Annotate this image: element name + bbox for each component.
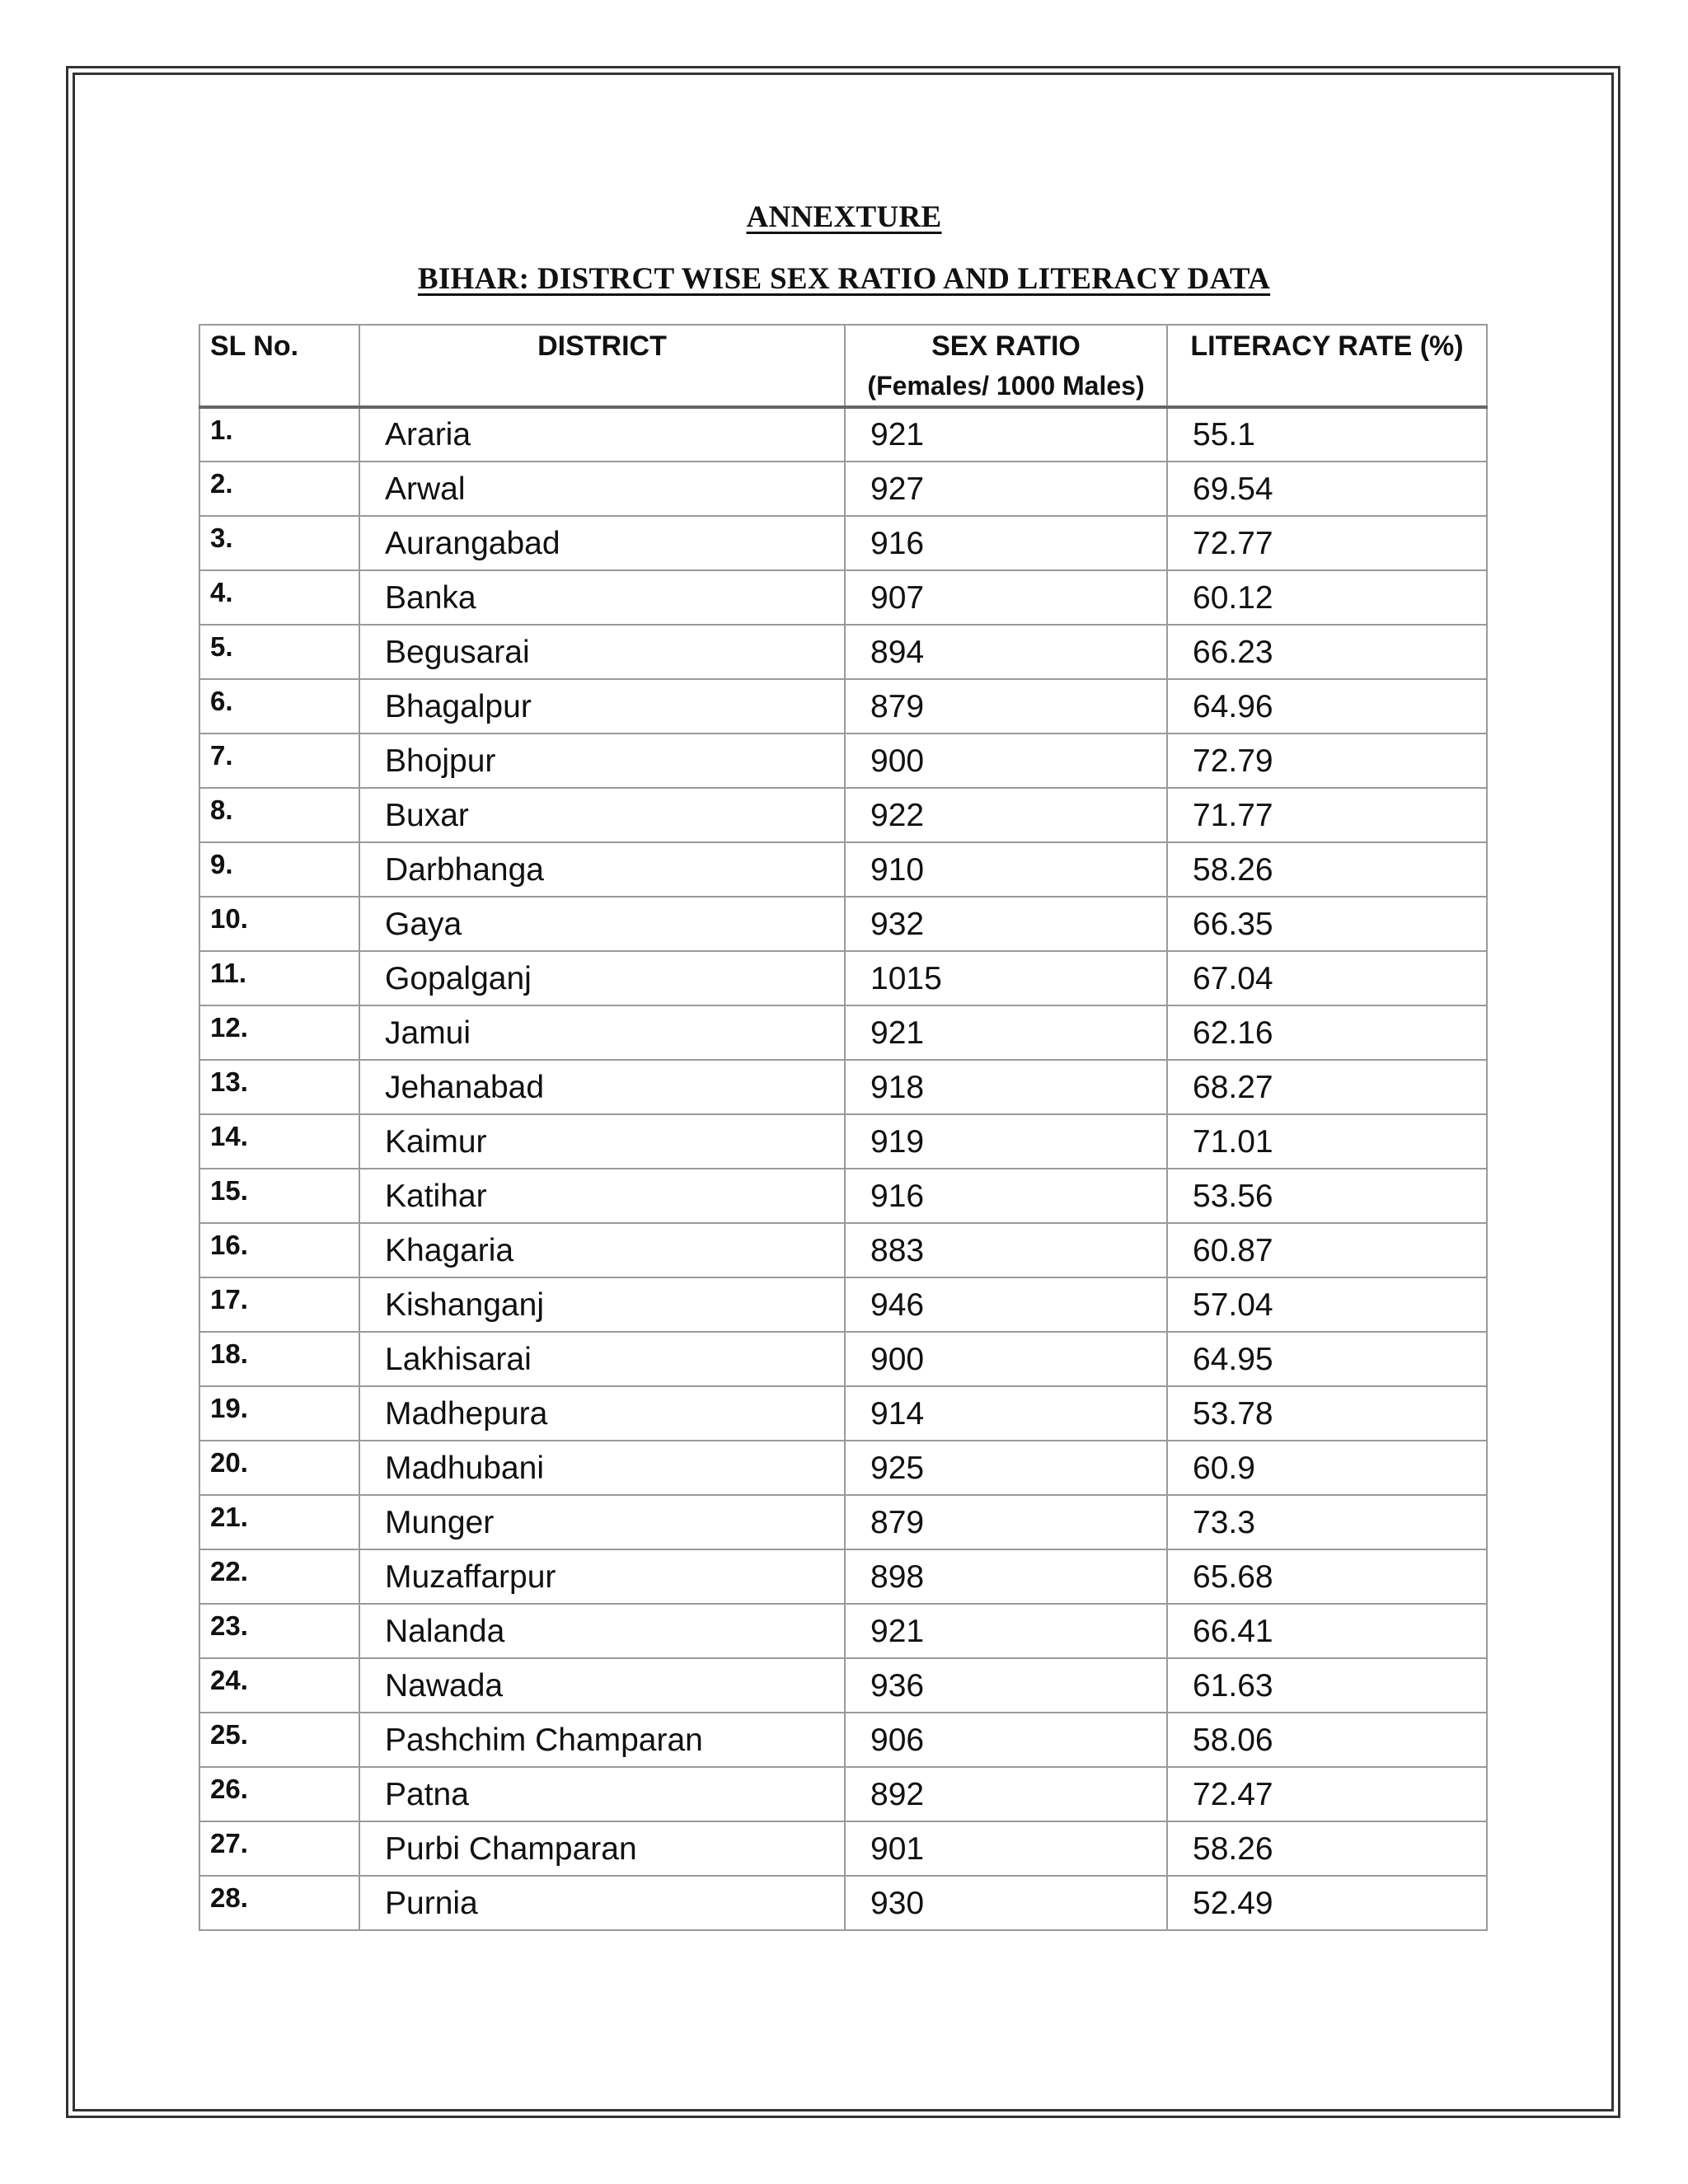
row-district: Gopalganj bbox=[359, 951, 845, 1005]
row-literacy-rate: 66.35 bbox=[1167, 897, 1487, 951]
row-literacy-rate: 61.63 bbox=[1167, 1658, 1487, 1713]
row-literacy-rate: 72.77 bbox=[1167, 516, 1487, 570]
row-sex-ratio: 927 bbox=[845, 462, 1167, 516]
table-row bbox=[199, 733, 1487, 788]
row-sl-no: 4. bbox=[199, 570, 359, 625]
row-district: Gaya bbox=[359, 897, 845, 951]
row-district: Bhagalpur bbox=[359, 679, 845, 733]
row-sex-ratio: 879 bbox=[845, 679, 1167, 733]
row-sl-no: 27. bbox=[199, 1821, 359, 1876]
table-row bbox=[199, 1549, 1487, 1604]
table-row bbox=[199, 1821, 1487, 1876]
row-sex-ratio: 900 bbox=[845, 1332, 1167, 1386]
table-title: BIHAR: DISTRCT WISE SEX RATIO AND LITERACY DATA bbox=[417, 262, 1271, 296]
row-district: Jamui bbox=[359, 1005, 845, 1060]
row-literacy-rate: 65.68 bbox=[1167, 1549, 1487, 1604]
row-district: Purnia bbox=[359, 1876, 845, 1930]
row-district: Banka bbox=[359, 570, 845, 625]
row-district: Purbi Champaran bbox=[359, 1821, 845, 1876]
row-district: Katihar bbox=[359, 1169, 845, 1223]
row-literacy-rate: 62.16 bbox=[1167, 1005, 1487, 1060]
row-literacy-rate: 58.26 bbox=[1167, 1821, 1487, 1876]
row-sex-ratio: 892 bbox=[845, 1767, 1167, 1821]
row-district: Kishanganj bbox=[359, 1277, 845, 1332]
table-row bbox=[199, 1386, 1487, 1441]
table-row bbox=[199, 842, 1487, 897]
row-literacy-rate: 53.56 bbox=[1167, 1169, 1487, 1223]
table-row bbox=[199, 897, 1487, 951]
row-sl-no: 25. bbox=[199, 1713, 359, 1767]
annexture-heading: ANNEXTURE bbox=[746, 200, 942, 234]
row-sl-no: 19. bbox=[199, 1386, 359, 1441]
row-sex-ratio: 906 bbox=[845, 1713, 1167, 1767]
row-sex-ratio: 879 bbox=[845, 1495, 1167, 1549]
row-sl-no: 28. bbox=[199, 1876, 359, 1930]
row-sex-ratio: 914 bbox=[845, 1386, 1167, 1441]
row-district: Arwal bbox=[359, 462, 845, 516]
row-sl-no: 12. bbox=[199, 1005, 359, 1060]
row-literacy-rate: 60.87 bbox=[1167, 1223, 1487, 1277]
row-district: Bhojpur bbox=[359, 733, 845, 788]
row-sex-ratio: 936 bbox=[845, 1658, 1167, 1713]
row-sl-no: 20. bbox=[199, 1441, 359, 1495]
row-sl-no: 8. bbox=[199, 788, 359, 842]
row-sex-ratio: 932 bbox=[845, 897, 1167, 951]
row-sl-no: 13. bbox=[199, 1060, 359, 1114]
row-district: Buxar bbox=[359, 788, 845, 842]
row-literacy-rate: 52.49 bbox=[1167, 1876, 1487, 1930]
row-district: Kaimur bbox=[359, 1114, 845, 1169]
table-row bbox=[199, 570, 1487, 625]
table-row bbox=[199, 516, 1487, 570]
row-district: Pashchim Champaran bbox=[359, 1713, 845, 1767]
row-literacy-rate: 72.47 bbox=[1167, 1767, 1487, 1821]
header-row bbox=[199, 325, 1487, 407]
row-district: Madhepura bbox=[359, 1386, 845, 1441]
row-sl-no: 15. bbox=[199, 1169, 359, 1223]
district-data-table bbox=[199, 324, 1488, 1931]
row-sex-ratio: 921 bbox=[845, 1005, 1167, 1060]
header-district bbox=[359, 325, 845, 407]
table-row bbox=[199, 1876, 1487, 1930]
table-header bbox=[199, 325, 1487, 407]
row-sex-ratio: 930 bbox=[845, 1876, 1167, 1930]
row-literacy-rate: 72.79 bbox=[1167, 733, 1487, 788]
header-sex-ratio-unit: (Females/ 1000 Males) bbox=[867, 371, 1145, 401]
row-sl-no: 9. bbox=[199, 842, 359, 897]
row-sl-no: 5. bbox=[199, 625, 359, 679]
row-literacy-rate: 64.95 bbox=[1167, 1332, 1487, 1386]
row-literacy-rate: 53.78 bbox=[1167, 1386, 1487, 1441]
row-sl-no: 26. bbox=[199, 1767, 359, 1821]
row-sex-ratio: 921 bbox=[845, 407, 1167, 462]
row-district: Madhubani bbox=[359, 1441, 845, 1495]
row-sex-ratio: 919 bbox=[845, 1114, 1167, 1169]
row-sex-ratio: 925 bbox=[845, 1441, 1167, 1495]
row-literacy-rate: 60.9 bbox=[1167, 1441, 1487, 1495]
table-row bbox=[199, 1658, 1487, 1713]
table-row bbox=[199, 462, 1487, 516]
row-sex-ratio: 918 bbox=[845, 1060, 1167, 1114]
row-literacy-rate: 55.1 bbox=[1167, 407, 1487, 462]
table-row bbox=[199, 1114, 1487, 1169]
row-sl-no: 10. bbox=[199, 897, 359, 951]
table-row bbox=[199, 679, 1487, 733]
table-row bbox=[199, 625, 1487, 679]
row-district: Nawada bbox=[359, 1658, 845, 1713]
row-sex-ratio: 901 bbox=[845, 1821, 1167, 1876]
header-sex-ratio bbox=[845, 325, 1167, 407]
row-sl-no: 1. bbox=[199, 407, 359, 462]
row-district: Khagaria bbox=[359, 1223, 845, 1277]
row-sex-ratio: 1015 bbox=[845, 951, 1167, 1005]
row-district: Lakhisarai bbox=[359, 1332, 845, 1386]
row-literacy-rate: 69.54 bbox=[1167, 462, 1487, 516]
table-row bbox=[199, 1277, 1487, 1332]
header-district-label: DISTRICT bbox=[537, 330, 667, 362]
row-sl-no: 17. bbox=[199, 1277, 359, 1332]
row-district: Begusarai bbox=[359, 625, 845, 679]
row-sl-no: 7. bbox=[199, 733, 359, 788]
row-literacy-rate: 60.12 bbox=[1167, 570, 1487, 625]
row-sex-ratio: 921 bbox=[845, 1604, 1167, 1658]
row-sex-ratio: 900 bbox=[845, 733, 1167, 788]
row-sex-ratio: 946 bbox=[845, 1277, 1167, 1332]
table-row bbox=[199, 1495, 1487, 1549]
row-sex-ratio: 916 bbox=[845, 516, 1167, 570]
row-sex-ratio: 898 bbox=[845, 1549, 1167, 1604]
header-sex-ratio-label: SEX RATIO bbox=[931, 330, 1081, 362]
table-row bbox=[199, 1604, 1487, 1658]
row-sl-no: 11. bbox=[199, 951, 359, 1005]
row-sl-no: 18. bbox=[199, 1332, 359, 1386]
row-sl-no: 24. bbox=[199, 1658, 359, 1713]
row-district: Araria bbox=[359, 407, 845, 462]
row-literacy-rate: 67.04 bbox=[1167, 951, 1487, 1005]
table-body bbox=[199, 407, 1487, 1930]
table-row bbox=[199, 1441, 1487, 1495]
row-sl-no: 6. bbox=[199, 679, 359, 733]
row-sl-no: 2. bbox=[199, 462, 359, 516]
row-sex-ratio: 910 bbox=[845, 842, 1167, 897]
row-sex-ratio: 922 bbox=[845, 788, 1167, 842]
row-district: Munger bbox=[359, 1495, 845, 1549]
row-district: Aurangabad bbox=[359, 516, 845, 570]
header-sl-no-label: SL No. bbox=[210, 330, 299, 362]
row-sl-no: 21. bbox=[199, 1495, 359, 1549]
row-literacy-rate: 71.01 bbox=[1167, 1114, 1487, 1169]
row-sl-no: 16. bbox=[199, 1223, 359, 1277]
table-row bbox=[199, 1332, 1487, 1386]
table-row bbox=[199, 1060, 1487, 1114]
row-district: Muzaffarpur bbox=[359, 1549, 845, 1604]
row-sl-no: 14. bbox=[199, 1114, 359, 1169]
row-sl-no: 23. bbox=[199, 1604, 359, 1658]
table-row bbox=[199, 788, 1487, 842]
row-literacy-rate: 73.3 bbox=[1167, 1495, 1487, 1549]
row-literacy-rate: 68.27 bbox=[1167, 1060, 1487, 1114]
row-district: Patna bbox=[359, 1767, 845, 1821]
row-literacy-rate: 64.96 bbox=[1167, 679, 1487, 733]
table-row bbox=[199, 1169, 1487, 1223]
row-literacy-rate: 66.23 bbox=[1167, 625, 1487, 679]
row-sex-ratio: 894 bbox=[845, 625, 1167, 679]
row-sex-ratio: 907 bbox=[845, 570, 1167, 625]
row-district: Nalanda bbox=[359, 1604, 845, 1658]
header-literacy-rate-label: LITERACY RATE (%) bbox=[1190, 330, 1464, 362]
row-literacy-rate: 58.26 bbox=[1167, 842, 1487, 897]
row-district: Jehanabad bbox=[359, 1060, 845, 1114]
header-sl-no bbox=[199, 325, 359, 407]
row-sex-ratio: 883 bbox=[845, 1223, 1167, 1277]
row-literacy-rate: 57.04 bbox=[1167, 1277, 1487, 1332]
row-literacy-rate: 58.06 bbox=[1167, 1713, 1487, 1767]
header-literacy-rate bbox=[1167, 325, 1487, 407]
table-row bbox=[199, 951, 1487, 1005]
row-literacy-rate: 71.77 bbox=[1167, 788, 1487, 842]
table-row bbox=[199, 1767, 1487, 1821]
row-sex-ratio: 916 bbox=[845, 1169, 1167, 1223]
row-literacy-rate: 66.41 bbox=[1167, 1604, 1487, 1658]
table-row bbox=[199, 407, 1487, 462]
table-row bbox=[199, 1005, 1487, 1060]
row-sl-no: 22. bbox=[199, 1549, 359, 1604]
table-row bbox=[199, 1223, 1487, 1277]
row-sl-no: 3. bbox=[199, 516, 359, 570]
table-row bbox=[199, 1713, 1487, 1767]
row-district: Darbhanga bbox=[359, 842, 845, 897]
